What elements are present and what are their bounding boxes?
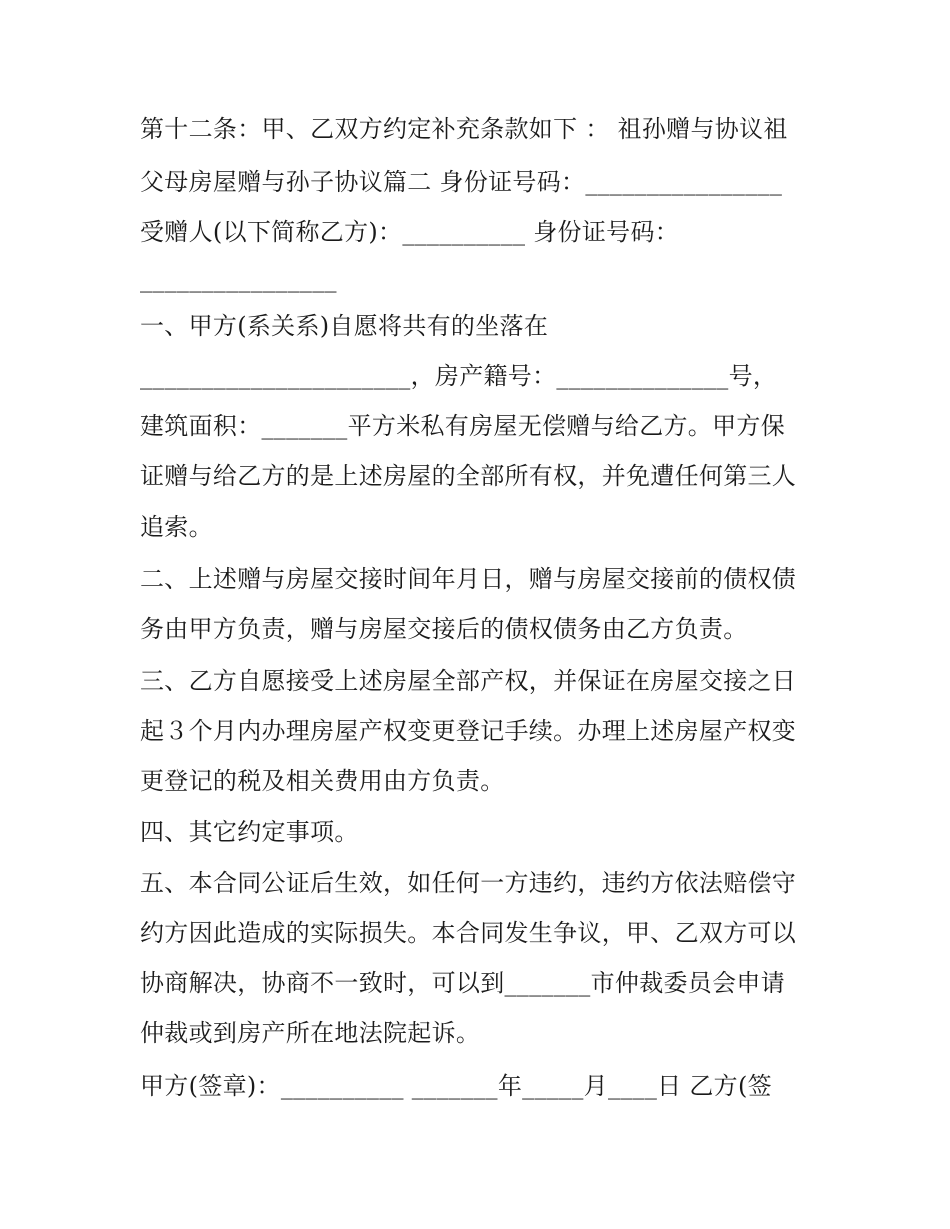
text-line: 追索。 <box>140 513 213 541</box>
text-line: 甲方(签章)：__________ _______年_____月____日 乙方(签 <box>140 1072 772 1100</box>
text-line: 起３个月内办理房屋产权变更登记手续。办理上述房屋产权变 <box>140 717 797 745</box>
text-line: 约方因此造成的实际损失。本合同发生争议，甲、乙双方可以 <box>140 919 797 947</box>
text-line: 三、乙方自愿接受上述房屋全部产权，并保证在房屋交接之日 <box>140 667 797 695</box>
text-line: 父母房屋赠与孙子协议篇二 身份证号码：________________ <box>140 168 783 196</box>
text-line: 第十二条：甲、乙双方约定补充条款如下 ： 祖孙赠与协议祖 <box>140 115 788 143</box>
text-line: 受赠人(以下简称乙方)：__________ 身份证号码： <box>140 218 680 246</box>
text-line: 五、本合同公证后生效，如任何一方违约，违约方依法赔偿守 <box>140 869 797 897</box>
text-line: 务由甲方负责，赠与房屋交接后的债权债务由乙方负责。 <box>140 615 748 643</box>
text-line: 协商解决，协商不一致时，可以到_______市仲裁委员会申请 <box>140 969 785 997</box>
text-line: 一、甲方(系关系)自愿将共有的坐落在 <box>140 312 549 340</box>
text-line: 证赠与给乙方的是上述房屋的全部所有权，并免遭任何第三人 <box>140 462 797 490</box>
text-line: ______________________，房产籍号：______________号， <box>140 362 778 390</box>
text-line: 仲裁或到房产所在地法院起诉。 <box>140 1019 481 1047</box>
text-line: 建筑面积：_______平方米私有房屋无偿赠与给乙方。甲方保 <box>140 412 785 440</box>
text-line: 二、上述赠与房屋交接时间年月日，赠与房屋交接前的债权债 <box>140 565 797 593</box>
text-line: ________________ <box>140 265 337 293</box>
text-line: 四、其它约定事项。 <box>140 818 359 846</box>
text-line: 更登记的税及相关费用由方负责。 <box>140 767 505 795</box>
